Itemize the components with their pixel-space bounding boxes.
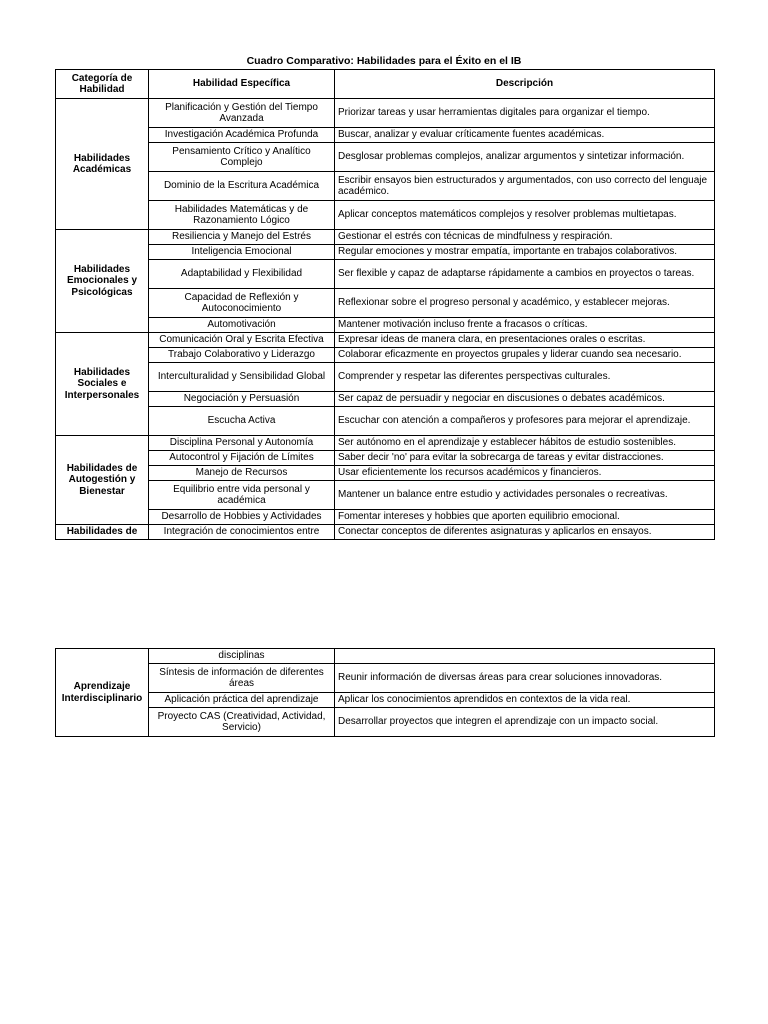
- table-row: [56, 348, 715, 363]
- table-row: [56, 649, 715, 664]
- skill-cell: Equilibrio entre vida personal y académica: [149, 481, 335, 510]
- skill-cell: Manejo de Recursos: [149, 466, 335, 481]
- skill-cell: Aplicación práctica del aprendizaje: [149, 693, 335, 708]
- skill-cell: Pensamiento Crítico y Analítico Complejo: [149, 143, 335, 172]
- skill-cell: Comunicación Oral y Escrita Efectiva: [149, 333, 335, 348]
- skill-cell: disciplinas: [149, 649, 335, 664]
- table-row: [56, 451, 715, 466]
- description-cell: Aplicar conceptos matemáticos complejos y resolver problemas multietapas.: [335, 201, 715, 230]
- description-cell: Colaborar eficazmente en proyectos grupales y liderar cuando sea necesario.: [335, 348, 715, 363]
- table-row: [56, 260, 715, 289]
- skill-cell: Automotivación: [149, 318, 335, 333]
- skills-table-continuation: [55, 648, 715, 737]
- description-cell: Reunir información de diversas áreas para crear soluciones innovadoras.: [335, 664, 715, 693]
- skill-cell: Desarrollo de Hobbies y Actividades: [149, 510, 335, 525]
- description-cell: Gestionar el estrés con técnicas de mindfulness y respiración.: [335, 230, 715, 245]
- description-cell: Aplicar los conocimientos aprendidos en contextos de la vida real.: [335, 693, 715, 708]
- table-row: [56, 466, 715, 481]
- table-row: [56, 392, 715, 407]
- skill-cell: Habilidades Matemáticas y de Razonamiento Lógico: [149, 201, 335, 230]
- category-cell: Aprendizaje Interdisciplinario: [56, 649, 149, 737]
- table-row: [56, 333, 715, 348]
- category-cell: Habilidades Académicas: [56, 99, 149, 230]
- description-cell: Buscar, analizar y evaluar críticamente fuentes académicas.: [335, 128, 715, 143]
- skill-cell: Inteligencia Emocional: [149, 245, 335, 260]
- category-cell: Habilidades Sociales e Interpersonales: [56, 333, 149, 436]
- description-cell: Mantener un balance entre estudio y actividades personales o recreativas.: [335, 481, 715, 510]
- table-row: [56, 481, 715, 510]
- description-cell: Saber decir 'no' para evitar la sobrecarga de tareas y evitar distracciones.: [335, 451, 715, 466]
- description-cell: [335, 649, 715, 664]
- description-cell: Usar eficientemente los recursos académicos y financieros.: [335, 466, 715, 481]
- description-cell: Ser flexible y capaz de adaptarse rápidamente a cambios en proyectos o tareas.: [335, 260, 715, 289]
- description-cell: Escribir ensayos bien estructurados y argumentados, con uso correcto del lenguaje académico.: [335, 172, 715, 201]
- document-title: Cuadro Comparativo: Habilidades para el Éxito en el IB: [246, 55, 522, 67]
- skill-cell: Proyecto CAS (Creatividad, Actividad, Servicio): [149, 708, 335, 737]
- skill-cell: Resiliencia y Manejo del Estrés: [149, 230, 335, 245]
- table-row: [56, 318, 715, 333]
- description-cell: Priorizar tareas y usar herramientas digitales para organizar el tiempo.: [335, 99, 715, 128]
- table-row: [56, 510, 715, 525]
- description-cell: Expresar ideas de manera clara, en presentaciones orales o escritas.: [335, 333, 715, 348]
- header-category: Categoría de Habilidad: [56, 70, 149, 99]
- skill-cell: Trabajo Colaborativo y Liderazgo: [149, 348, 335, 363]
- continuation-table-body: [56, 649, 715, 737]
- skill-cell: Interculturalidad y Sensibilidad Global: [149, 363, 335, 392]
- description-cell: Fomentar intereses y hobbies que aporten equilibrio emocional.: [335, 510, 715, 525]
- table-row: [56, 525, 715, 540]
- header-skill: Habilidad Específica: [149, 70, 335, 99]
- table-row: [56, 693, 715, 708]
- category-cell: Habilidades Emocionales y Psicológicas: [56, 230, 149, 333]
- table-row: [56, 289, 715, 318]
- description-cell: Reflexionar sobre el progreso personal y académico, y establecer mejoras.: [335, 289, 715, 318]
- skill-cell: Escucha Activa: [149, 407, 335, 436]
- skill-cell: Integración de conocimientos entre: [149, 525, 335, 540]
- category-cell: Habilidades de Autogestión y Bienestar: [56, 436, 149, 525]
- description-cell: Conectar conceptos de diferentes asignaturas y aplicarlos en ensayos.: [335, 525, 715, 540]
- description-cell: Regular emociones y mostrar empatía, importante en trabajos colaborativos.: [335, 245, 715, 260]
- table-row: [56, 245, 715, 260]
- skill-cell: Capacidad de Reflexión y Autoconocimiento: [149, 289, 335, 318]
- skill-cell: Autocontrol y Fijación de Límites: [149, 451, 335, 466]
- table-row: [56, 99, 715, 128]
- skill-cell: Planificación y Gestión del Tiempo Avanzada: [149, 99, 335, 128]
- description-cell: Ser autónomo en el aprendizaje y establecer hábitos de estudio sostenibles.: [335, 436, 715, 451]
- skill-cell: Investigación Académica Profunda: [149, 128, 335, 143]
- header-description: Descripción: [335, 70, 715, 99]
- table-row: [56, 172, 715, 201]
- description-cell: Desglosar problemas complejos, analizar argumentos y sintetizar información.: [335, 143, 715, 172]
- description-cell: Mantener motivación incluso frente a fracasos o críticas.: [335, 318, 715, 333]
- skill-cell: Negociación y Persuasión: [149, 392, 335, 407]
- description-cell: Comprender y respetar las diferentes perspectivas culturales.: [335, 363, 715, 392]
- description-cell: Desarrollar proyectos que integren el aprendizaje con un impacto social.: [335, 708, 715, 737]
- header-row: [56, 70, 715, 99]
- table-row: [56, 664, 715, 693]
- table-row: [56, 363, 715, 392]
- skill-cell: Dominio de la Escritura Académica: [149, 172, 335, 201]
- skill-cell: Adaptabilidad y Flexibilidad: [149, 260, 335, 289]
- skills-table: [55, 69, 715, 540]
- skill-cell: Síntesis de información de diferentes áreas: [149, 664, 335, 693]
- category-cell: Habilidades de: [56, 525, 149, 540]
- description-cell: Ser capaz de persuadir y negociar en discusiones o debates académicos.: [335, 392, 715, 407]
- table-row: [56, 128, 715, 143]
- skill-cell: Disciplina Personal y Autonomía: [149, 436, 335, 451]
- table-row: [56, 143, 715, 172]
- description-cell: Escuchar con atención a compañeros y profesores para mejorar el aprendizaje.: [335, 407, 715, 436]
- skills-table-body: [56, 70, 715, 540]
- table-row: [56, 201, 715, 230]
- table-row: [56, 436, 715, 451]
- table-row: [56, 708, 715, 737]
- table-row: [56, 407, 715, 436]
- table-row: [56, 230, 715, 245]
